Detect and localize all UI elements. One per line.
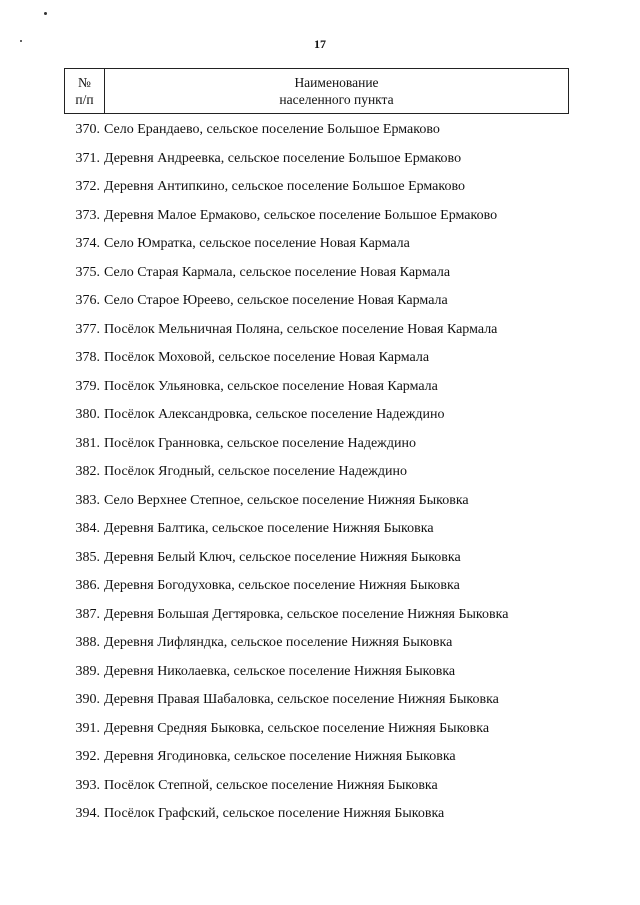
table-header [64,68,569,114]
item-text: Деревня Ягодиновка, сельское поселение Нижняя Быковка [104,749,456,765]
item-text: Деревня Большая Дегтяровка, сельское поселение Нижняя Быковка [104,606,509,622]
item-number: 385. [75,549,100,565]
item-number: 376. [75,293,100,309]
list-item [64,715,584,744]
item-text: Посёлок Графский, сельское поселение Нижняя Быковка [104,806,445,822]
header-name-line1: Наименование [294,75,379,90]
list-item [64,344,584,373]
settlement-list [64,116,584,829]
item-text: Посёлок Степной, сельское поселение Нижняя Быковка [104,777,438,793]
item-number: 374. [75,236,100,252]
list-item [64,145,584,174]
item-number: 379. [75,378,100,394]
list-item [64,658,584,687]
item-number: 392. [75,749,100,765]
list-item [64,772,584,801]
item-number: 370. [75,122,100,138]
item-number: 384. [75,521,100,537]
page-number: 17 [314,37,326,51]
item-text: Село Юмратка, сельское поселение Новая Кармала [104,236,410,252]
list-item [64,572,584,601]
list-item [64,287,584,316]
list-item [64,316,584,345]
item-number: 371. [75,150,100,166]
item-text: Село Старое Юреево, сельское поселение Новая Кармала [104,293,448,309]
header-number-abbr: п/п [75,92,94,107]
list-item [64,544,584,573]
item-text: Деревня Средняя Быковка, сельское поселение Нижняя Быковка [104,720,490,736]
item-number: 389. [75,663,100,679]
list-item [64,173,584,202]
list-item [64,487,584,516]
item-number: 375. [75,264,100,280]
item-number: 394. [75,806,100,822]
item-text: Посёлок Моховой, сельское поселение Новая Кармала [104,350,430,366]
item-text: Деревня Лифляндка, сельское поселение Нижняя Быковка [104,635,453,651]
item-number: 388. [75,635,100,651]
item-text: Деревня Богодуховка, сельское поселение Нижняя Быковка [104,578,460,594]
item-number: 372. [75,179,100,195]
item-text: Деревня Николаевка, сельское поселение Нижняя Быковка [104,663,456,679]
item-number: 387. [75,606,100,622]
item-number: 382. [75,464,100,480]
list-item [64,629,584,658]
item-number: 390. [75,692,100,708]
item-text: Деревня Правая Шабаловка, сельское поселение Нижняя Быковка [104,692,499,708]
item-number: 377. [75,321,100,337]
item-number: 380. [75,407,100,423]
header-name-column [105,69,568,113]
item-number: 373. [75,207,100,223]
item-text: Деревня Балтика, сельское поселение Нижняя Быковка [104,521,434,537]
item-text: Посёлок Александровка, сельское поселение Надеждино [104,407,445,423]
item-number: 378. [75,350,100,366]
item-text: Деревня Малое Ермаково, сельское поселение Большое Ермаково [104,207,498,223]
list-item [64,800,584,829]
list-item [64,601,584,630]
item-text: Посёлок Гранновка, сельское поселение Надеждино [104,435,416,451]
header-number-symbol: № [78,75,91,90]
item-number: 393. [75,777,100,793]
item-text: Село Верхнее Степное, сельское поселение Нижняя Быковка [104,492,469,508]
item-number: 386. [75,578,100,594]
item-text: Деревня Андреевка, сельское поселение Большое Ермаково [104,150,462,166]
item-text: Село Старая Кармала, сельское поселение Новая Кармала [104,264,451,280]
list-item [64,743,584,772]
list-item [64,259,584,288]
item-text: Деревня Белый Ключ, сельское поселение Нижняя Быковка [104,549,461,565]
header-number-column [65,69,105,113]
item-text: Посёлок Ульяновка, сельское поселение Новая Кармала [104,378,438,394]
scan-speck [44,12,47,15]
list-item [64,515,584,544]
list-item [64,430,584,459]
item-number: 381. [75,435,100,451]
list-item [64,116,584,145]
item-text: Посёлок Мельничная Поляна, сельское поселение Новая Кармала [104,321,498,337]
item-text: Село Ерандаево, сельское поселение Большое Ермаково [104,122,440,138]
list-item [64,458,584,487]
item-number: 383. [75,492,100,508]
list-item [64,202,584,231]
list-item [64,401,584,430]
list-item [64,230,584,259]
list-item [64,373,584,402]
item-number: 391. [75,720,100,736]
item-text: Посёлок Ягодный, сельское поселение Надеждино [104,464,407,480]
header-name-line2: населенного пункта [279,92,394,107]
list-item [64,686,584,715]
item-text: Деревня Антипкино, сельское поселение Большое Ермаково [104,179,465,195]
